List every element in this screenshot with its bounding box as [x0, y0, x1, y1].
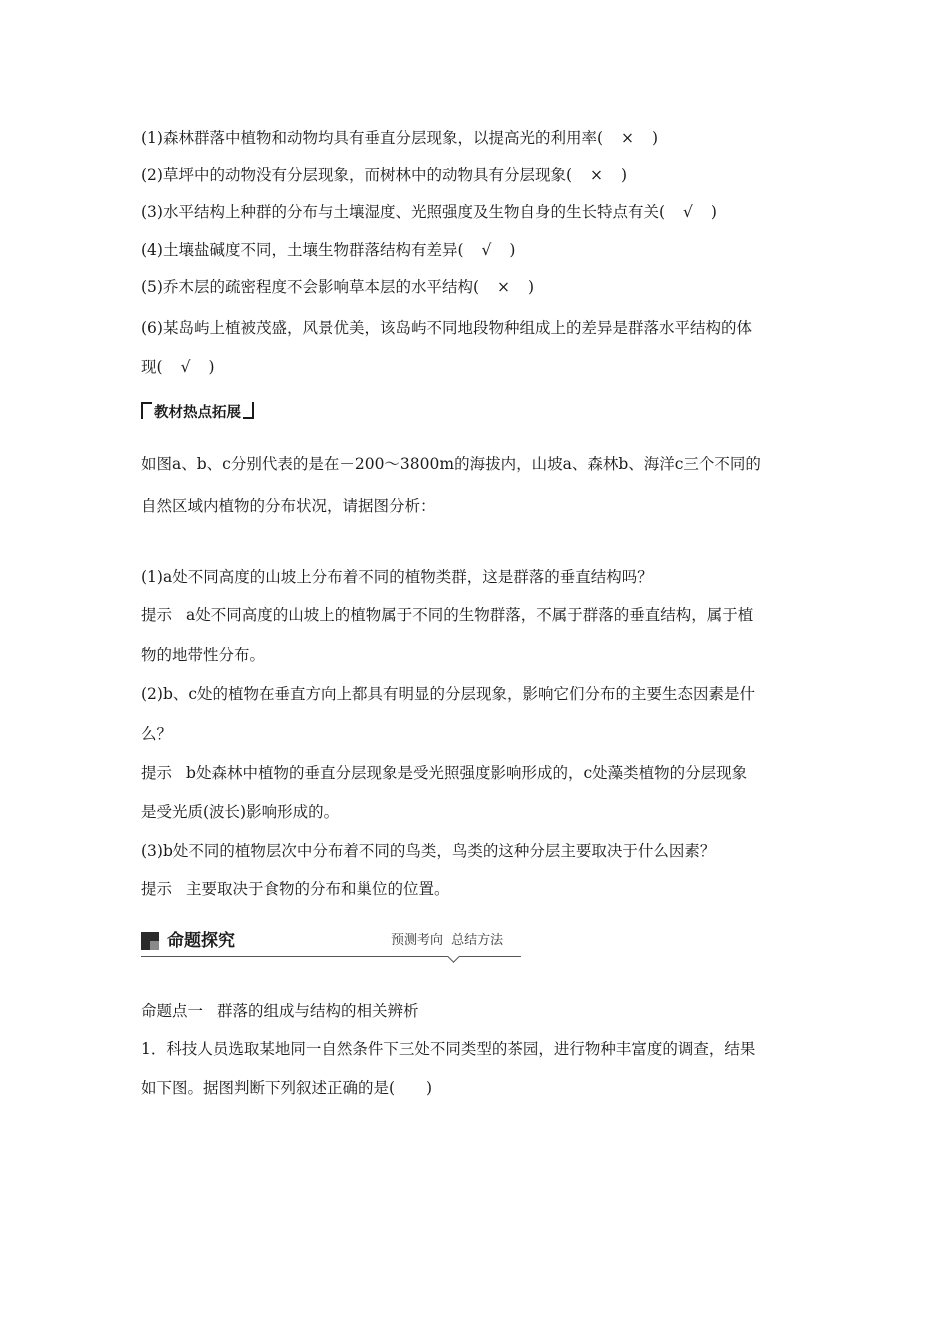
question-1: (1)a处不同高度的山坡上分布着不同的植物类群，这是群落的垂直结构吗？ [141, 568, 653, 586]
bracket-close-icon [243, 402, 254, 419]
hint-2-cont: 是受光质(波长)影响形成的。 [141, 803, 340, 821]
question-line-1: 1．科技人员选取某地同一自然条件下三处不同类型的茶园，进行物种丰富度的调查，结果 [141, 1040, 756, 1058]
hint-prefix: 提示 [141, 606, 173, 624]
hint-2 [141, 763, 747, 783]
answer-mark: × [497, 278, 511, 296]
hint-text: 主要取决于食物的分布和巢位的位置。 [186, 880, 450, 898]
judgment-close: ) [528, 278, 535, 296]
judgment-close: ) [509, 241, 516, 259]
question-3: (3)b处不同的植物层次中分布着不同的鸟类，鸟类的这种分层主要取决于什么因素？ [141, 842, 716, 860]
section-notch-icon [447, 950, 460, 963]
judgment-item-3 [141, 202, 717, 222]
section-block-icon [141, 932, 159, 950]
hot-topic-intro-line-2: 自然区域内植物的分布状况，请据图分析： [141, 497, 436, 515]
judgment-item-4 [141, 240, 515, 260]
judgment-text: (2)草坪中的动物没有分层现象，而树林中的动物具有分层现象( [141, 166, 573, 184]
judgment-text: (5)乔木层的疏密程度不会影响草本层的水平结构( [141, 278, 480, 296]
judgment-text: (6)某岛屿上植被茂盛，风景优美，该岛屿不同地段物种组成上的差异是群落水平结构的体 [141, 319, 752, 337]
judgment-close: ) [710, 203, 717, 221]
answer-mark: √ [683, 203, 693, 221]
proposition-prefix: 命题点一 [141, 1002, 204, 1020]
judgment-item-2 [141, 165, 627, 185]
hot-topic-intro-line-1: 如图a、b、c分别代表的是在－200～3800m的海拔内，山坡a、森林b、海洋c三个不同的 [141, 455, 761, 473]
section-header [141, 926, 521, 960]
proposition-heading [141, 1001, 419, 1021]
hot-topic-label [141, 402, 254, 423]
hint-1-cont: 物的地带性分布。 [141, 646, 266, 664]
section-subtitle: 预测考向 总结方法 [391, 933, 504, 948]
proposition-heading-text: 群落的组成与结构的相关辨析 [217, 1002, 419, 1020]
answer-mark: √ [180, 358, 191, 376]
answer-mark: √ [481, 241, 492, 259]
judgment-item-6 [141, 318, 752, 338]
section-rule [141, 956, 521, 957]
judgment-text: (3)水平结构上种群的分布与土壤湿度、光照强度及生物自身的生长特点有关( [141, 203, 666, 221]
section-title: 命题探究 [167, 931, 235, 951]
judgment-close: ) [652, 129, 659, 147]
hint-1 [141, 605, 753, 625]
hint-3 [141, 879, 450, 899]
bracket-open-icon [141, 402, 152, 419]
judgment-item-1 [141, 128, 658, 148]
question-2: (2)b、c处的植物在垂直方向上都具有明显的分层现象，影响它们分布的主要生态因素是什 [141, 685, 756, 703]
answer-mark: × [590, 166, 604, 184]
question-line-2: 如下图。据图判断下列叙述正确的是( ) [141, 1079, 433, 1097]
answer-mark: × [621, 129, 635, 147]
judgment-item-5 [141, 277, 534, 297]
judgment-item-6-cont [141, 357, 215, 377]
question-2-cont: 么？ [141, 725, 173, 743]
judgment-text: 现( [141, 358, 163, 376]
hint-prefix: 提示 [141, 764, 173, 782]
judgment-close: ) [208, 358, 215, 376]
hint-prefix: 提示 [141, 880, 173, 898]
judgment-close: ) [621, 166, 628, 184]
judgment-text: (1)森林群落中植物和动物均具有垂直分层现象，以提高光的利用率( [141, 129, 604, 147]
judgment-text: (4)土壤盐碱度不同，土壤生物群落结构有差异( [141, 241, 464, 259]
hint-text: b处森林中植物的垂直分层现象是受光照强度影响形成的，c处藻类植物的分层现象 [186, 764, 748, 782]
hot-topic-label-text: 教材热点拓展 [154, 405, 241, 421]
hint-text: a处不同高度的山坡上的植物属于不同的生物群落，不属于群落的垂直结构，属于植 [186, 606, 754, 624]
